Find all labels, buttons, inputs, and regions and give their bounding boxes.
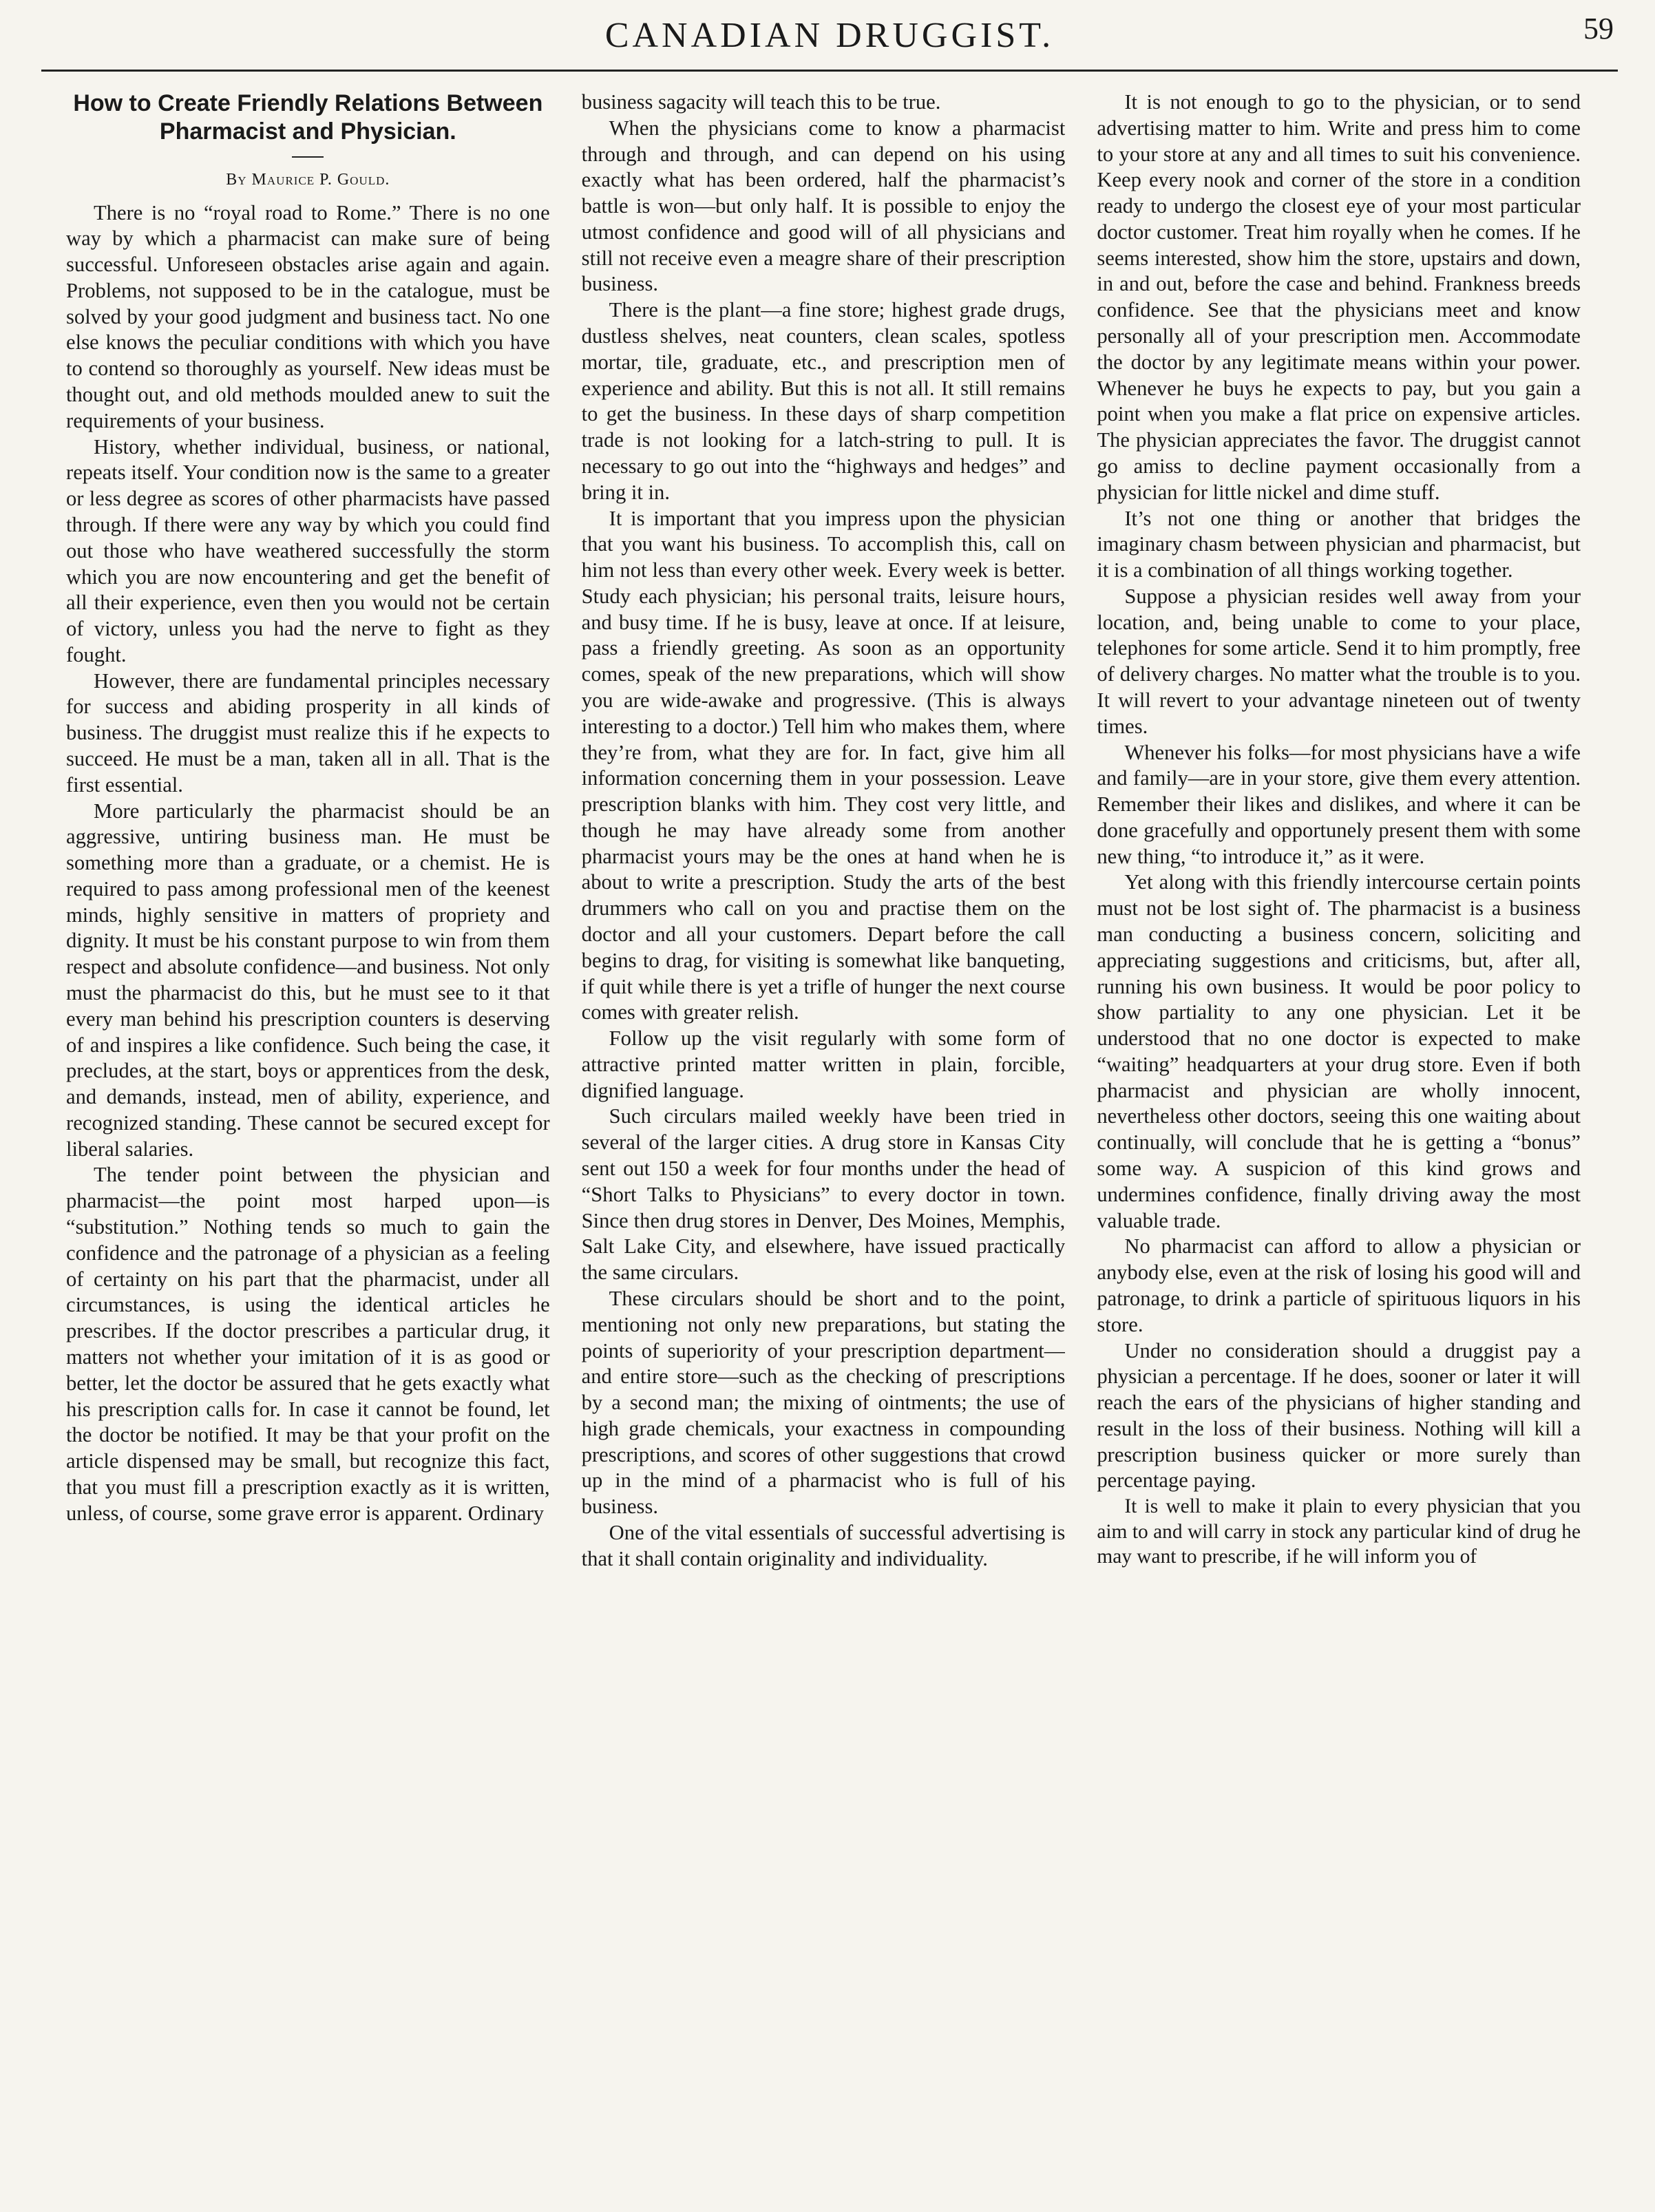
paragraph: One of the vital essentials of successful advertising is that it shall contain originality and individuality. — [581, 1520, 1066, 1570]
page-header — [41, 8, 1618, 72]
paragraph: However, there are fundamental principles necessary for success and abiding prosperity in all kinds of business. The druggist must realize this if he expects to succeed. He must be a man, taken all in all. That is the first essential. — [66, 668, 550, 797]
paragraph: Follow up the visit regularly with some form of attractive printed matter written in plain, forcible, dignified language. — [581, 1026, 1066, 1102]
paragraph: There is no “royal road to Rome.” There is no one way by which a pharmacist can make sure of being successful. Unforeseen obstacles arise again and again. Problems, not supposed to be in the catalogue, must be solved by your good judgment and business tact. No one else knows the peculiar conditions with which you have to contend so thoroughly as yourself. New ideas must be thought out, and old methods moulded anew to suit the requirements of your business. — [66, 200, 550, 432]
paragraph: History, whether individual, business, or national, repeats itself. Your condition now is the same to a greater or less degree as scores of other pharmacists have passed through. If there were any way by which you could find out those who have weathered successfully the storm which you are now encountering and get the benefit of all their experience, even then you would not be certain of victory, unless you had the nerve to fight as they fought. — [66, 434, 550, 666]
page-number: 59 — [1583, 12, 1614, 45]
paragraph: There is the plant—a fine store; highest grade drugs, dustless shelves, neat counters, clean scales, spotless mortar, tile, graduate, etc., and prescription men of experience and ability. But this is not all. It still remains to get the business. In these days of sharp competition trade is not looking for a latch-string to pull. It is necessary to go out into the “highways and hedges” and bring it in. — [581, 298, 1066, 504]
paragraph-continued: business sagacity will teach this to be true. — [581, 90, 941, 114]
title-divider — [292, 156, 324, 158]
article-body — [66, 89, 1581, 2196]
paragraph: Under no consideration should a druggist pay a physician a percentage. If he does, sooner or later it will reach the ears of the physicians of higher standing and result in the loss of their business. Nothing will kill a prescription business quicker or more surely than percentage paying. — [1097, 1338, 1581, 1493]
column-3 — [1097, 89, 1581, 2196]
paragraph: It is important that you impress upon the physician that you want his business. To accomplish this, call on him not less than every other week. Every week is better. Study each physician; his personal traits, leisure hours, and busy time. If he is busy, leave at once. If at leisure, pass a friendly greeting. As soon as an opportunity comes, speak of the new preparations, which will show you are wide-awake and progressive. (This is always interesting to a doctor.) Tell him who makes them, where they’re from, what they are for. In fact, give him all information concerning them in your possession. Leave prescription blanks with him. They cost very little, and though he may have already some from another pharmacist yours may be the ones at hand when he is about to write a prescription. Study the arts of the best drummers who call on you and practise them on the doctor and all your customers. Depart before the call begins to drag, for visiting is somewhat like banqueting, if quit while there is yet a trifle of hunger the next course comes with greater relish. — [581, 506, 1066, 1024]
column-2 — [582, 89, 1066, 2196]
masthead: CANADIAN DRUGGIST. — [604, 16, 1055, 55]
paragraph: Yet along with this friendly intercourse certain points must not be lost sight of. The pharmacist is a business man conducting a business concern, soliciting and appreciating suggestions and criticisms, but, after all, running his own business. It would be poor policy to show partiality to any one physician. Let it be understood that no one doctor is expected to make “waiting” headquarters at your drug store. Even if both pharmacist and physician are wholly innocent, nevertheless other doctors, seeing this one waiting about continually, will conclude that he is getting a “bonus” some way. A suspicion of this kind grows and undermines confidence, finally driving away the most valuable trade. — [1097, 870, 1581, 1232]
paragraph: No pharmacist can afford to allow a physician or anybody else, even at the risk of losing his good will and patronage, to drink a particle of spirituous liquors in his store. — [1097, 1234, 1581, 1336]
paragraph: Whenever his folks—for most physicians have a wife and family—are in your store, give them every attention. Remember their likes and dislikes, and where it can be done gracefully and opportunely present them with some new thing, “to introduce it,” as it were. — [1097, 740, 1581, 868]
article-title: How to Create Friendly Relations Between Pharmacist and Physician. — [73, 90, 543, 145]
paragraph: It’s not one thing or another that bridges the imaginary chasm between physician and pharmacist, but it is a combination of all things working together. — [1097, 506, 1581, 582]
paragraph: It is well to make it plain to every physician that you aim to and will carry in stock any particular kind of drug he may want to prescribe, if he will inform you of — [1097, 1495, 1581, 1568]
paragraph: More particularly the pharmacist should be an aggressive, untiring business man. He must be something more than a graduate, or a chemist. He is required to pass among professional men of the keenest minds, highly sensitive in matters of propriety and dignity. It must be his constant purpose to win from them respect and absolute confidence—and business. Not only must the pharmacist do this, but he must see to it that every man behind his prescription counters is deserving of and inspires a like confidence. Such being the case, it precludes, at the start, boys or apprentices from the desk, and demands, instead, men of ability, experience, and recognized standing. These cannot be secured except for liberal salaries. — [66, 799, 550, 1161]
paragraph: These circulars should be short and to the point, mentioning not only new preparations, but stating the points of superiority of your prescription department—and entire store—such as the checking of prescriptions by a second man; the mixing of ointments; the use of high grade chemicals, your exactness in compounding prescriptions, and scores of other suggestions that crowd up in the mind of a pharmacist who is full of his business. — [581, 1286, 1066, 1519]
byline: By Maurice P. Gould. — [226, 170, 390, 189]
paragraph: It is not enough to go to the physician, or to send advertising matter to him. Write and press him to come to your store at any and all times to suit his convenience. Keep every nook and corner of the store in a condition ready to undergo the closest eye of your most particular doctor customer. Treat him royally when he comes. If he seems interested, show him the store, upstairs and down, in and out, before the case and behind. Frankness breeds confidence. See that the physicians meet and know personally all of your prescription men. Accommodate the doctor by any legitimate means within your power. Whenever he buys he expects to pay, but you gain a point when you make a flat price on expensive articles. The physician appreciates the favor. The druggist cannot go amiss to decline payment occasionally from a physician for little nickel and dime stuff. — [1097, 90, 1581, 504]
paragraph: When the physicians come to know a pharmacist through and through, and can depend on his using exactly what has been ordered, half the pharmacist’s battle is won—but only half. It is possible to enjoy the utmost confidence and good will of all physicians and still not receive even a meagre share of their prescription business. — [581, 116, 1066, 296]
paragraph: Such circulars mailed weekly have been tried in several of the larger cities. A drug store in Kansas City sent out 150 a week for four months under the head of “Short Talks to Physicians” to every doctor in town. Since then drug stores in Denver, Des Moines, Memphis, Salt Lake City, and elsewhere, have issued practically the same circulars. — [581, 1104, 1066, 1285]
paragraph: The tender point between the physician and pharmacist—the point most harped upon—is “substitution.” Nothing tends so much to gain the confidence and the patronage of a physician as a feeling of certainty on his part that the pharmacist, under all circumstances, is using the identical articles he prescribes. If the doctor prescribes a particular drug, it matters not whether your imitation of it is as good or better, let the doctor be assured that he gets exactly what his prescription calls for. In case it cannot be found, let the doctor be notified. It may be that your profit on the article dispensed may be small, but recognize this fact, that you must fill a prescription exactly as it is written, unless, of course, some grave error is apparent. Ordinary — [66, 1163, 550, 1525]
column-1 — [66, 89, 550, 2196]
paragraph: Suppose a physician resides well away from your location, and, being unable to come to your place, telephones for some article. Send it to him promptly, free of delivery charges. No matter what the trouble is to you. It will revert to your advantage nineteen out of twenty times. — [1097, 584, 1581, 738]
header-rule — [41, 70, 1618, 72]
